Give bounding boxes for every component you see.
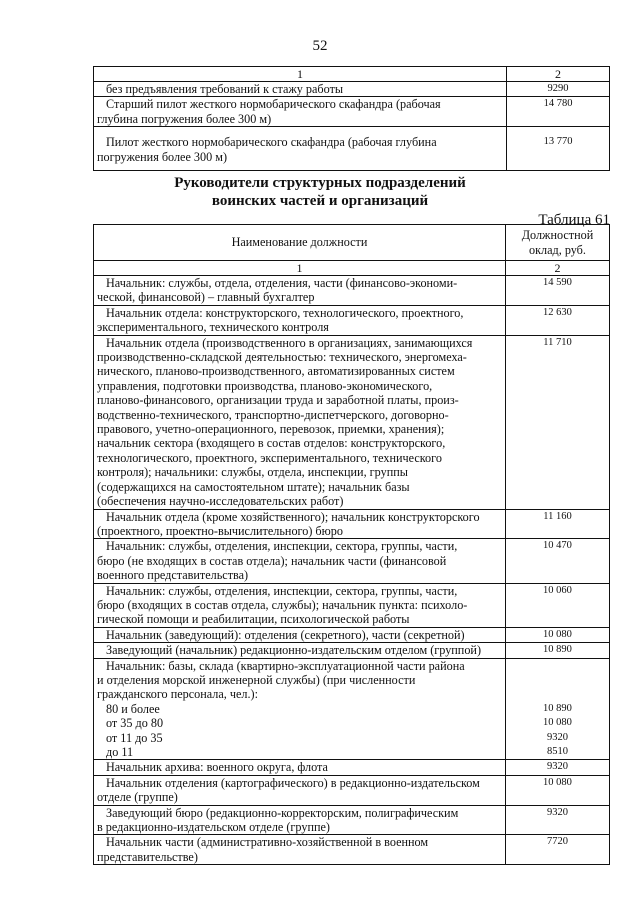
salary-value: 11 160 <box>543 510 572 522</box>
text-line: гической помощи и реабилитации, психологической работы <box>97 612 410 627</box>
table-cell-salary <box>505 276 609 306</box>
table-cell-salary <box>505 658 609 760</box>
text-line: Начальник (заведующий): отделения (секретного), части (секретной) <box>106 627 465 642</box>
text-line: водственно-технического, транспортно-диспетчерского, договорно- <box>97 407 449 422</box>
salary-value: 11 710 <box>543 336 572 348</box>
table-cell-position <box>94 509 506 539</box>
text-line: до 11 <box>106 745 134 759</box>
text-line: Заведующий (начальник) редакционно-издательским отделом (группой) <box>106 643 482 658</box>
text-line: управления, подготовки производства, планово-экономического, <box>97 378 433 393</box>
text-line: Начальник: службы, отделения, инспекции, сектора, группы, части, <box>106 539 458 554</box>
table-cell-position <box>94 127 507 171</box>
table-cell-salary <box>505 583 609 627</box>
salary-value: 7720 <box>546 836 568 848</box>
salary-value: 9320 <box>546 761 568 773</box>
table-row <box>94 760 610 775</box>
text-line: нического, планово-производственного, автоматизированных систем <box>97 364 455 379</box>
salary-value: 12 630 <box>543 306 572 318</box>
table-cell-position <box>94 82 507 97</box>
salary-table <box>93 224 610 865</box>
text-line: представительстве) <box>97 849 198 864</box>
salary-value: 8510 <box>546 746 568 757</box>
text-line: (содержащихся на самостоятельном штате); начальник базы <box>97 479 410 494</box>
table-row <box>94 627 610 642</box>
text-line: контроля); начальники: службы, отдела, инспекции, группы <box>97 465 408 480</box>
column-header-position: Наименование должности <box>94 225 506 261</box>
text-line: экспериментального, технического контроля <box>97 320 329 335</box>
salary-value: 10 890 <box>543 644 572 656</box>
salary-value: 10 080 <box>543 628 572 640</box>
table-cell-position <box>94 305 506 335</box>
continued-table <box>93 66 610 171</box>
table-cell-salary <box>505 627 609 642</box>
text-line: от 11 до 35 <box>106 730 163 745</box>
table-cell-salary <box>505 643 609 658</box>
table-cell-position <box>94 276 506 306</box>
text-line: и отделения морской инженерной службы) (при численности <box>97 672 416 687</box>
table-cell-salary <box>505 760 609 775</box>
table-cell-position <box>94 805 506 835</box>
table-cell-salary: 13 770 <box>507 127 610 171</box>
table-cell-position <box>94 539 506 583</box>
text-line: без предъявления требований к стажу работы <box>106 82 344 96</box>
table-cell-position <box>94 583 506 627</box>
text-line: Заведующий бюро (редакционно-корректорским, полиграфическим <box>106 805 459 820</box>
salary-value <box>506 687 609 701</box>
text-line: (проектного, проектно-вычислительного) бюро <box>97 523 343 538</box>
salary-value: 10 080 <box>543 717 572 729</box>
table-label: Таблица 61 <box>538 212 610 228</box>
table-row <box>94 643 610 658</box>
table-row <box>94 335 610 509</box>
salary-value: 10 080 <box>543 776 572 788</box>
table-body <box>94 276 610 865</box>
text-line: гражданского персонала, чел.): <box>97 687 258 702</box>
text-line: отделе (группе) <box>97 790 178 805</box>
table-cell-salary <box>505 305 609 335</box>
text-line: Начальник отдела: конструкторского, технологического, проектного, <box>106 305 464 320</box>
table-cell-position <box>94 775 506 805</box>
text-line: Начальник: базы, склада (квартирно-эксплуатационной части района <box>106 658 465 673</box>
table-cell-salary <box>505 775 609 805</box>
text-line: технологического, проектного, экспериментального, технического <box>97 450 442 465</box>
text-line: военного представительства) <box>97 568 249 583</box>
column-header-salary: Должностной оклад, руб. <box>505 225 609 261</box>
table-row <box>94 775 610 805</box>
text-line: погружения более 300 м) <box>97 149 228 164</box>
salary-value: 9320 <box>546 731 568 743</box>
table-row <box>94 305 610 335</box>
salary-value <box>506 673 609 687</box>
text-line: Начальник архива: военного округа, флота <box>106 760 328 775</box>
table-header-cell: 1 <box>94 67 507 82</box>
text-line: глубина погружения более 300 м) <box>97 111 272 126</box>
table-cell-salary <box>505 805 609 835</box>
table-row <box>94 805 610 835</box>
text-line: бюро (входящих в состав отдела, службы); начальник пункта: психоло- <box>97 597 468 612</box>
text-line: Пилот жесткого нормобарического скафандра (рабочая глубина <box>106 135 437 150</box>
table-cell-salary <box>505 539 609 583</box>
table-cell-position <box>94 658 506 760</box>
table-cell-salary <box>505 335 609 509</box>
text-line: от 35 до 80 <box>106 716 164 731</box>
table-cell-salary: 9290 <box>507 82 610 97</box>
salary-value: 14 590 <box>543 277 572 288</box>
page-number: 52 <box>312 38 328 54</box>
text-line: планово-финансового, организации труда и заработной платы, произ- <box>97 393 459 408</box>
table-cell-salary <box>505 835 609 865</box>
text-line: Начальник части (административно-хозяйственной в военном <box>106 835 429 850</box>
salary-value: 9320 <box>546 806 568 818</box>
section-heading: Руководители структурных подразделений воинских частей и организаций <box>174 175 466 209</box>
text-line: начальник сектора (входящего в состав отделов: конструкторского, <box>97 436 446 451</box>
text-line: производственно-складской деятельностью: технического, энергомеха- <box>97 350 467 365</box>
salary-value: 10 060 <box>543 584 572 596</box>
table-cell-position <box>94 835 506 865</box>
text-line: Начальник отдела (кроме хозяйственного); начальник конструкторского <box>106 509 480 524</box>
text-line: ческой, финансовой) – главный бухгалтер <box>97 290 315 305</box>
text-line: бюро (не входящих в состав отдела); начальник части (финансовой <box>97 553 447 568</box>
text-line: в редакционно-издательском отделе (группе) <box>97 820 330 835</box>
text-line: (обеспечения научно-исследовательских работ) <box>97 494 344 509</box>
column-number: 1 <box>94 261 506 276</box>
salary-value: 10 890 <box>543 702 572 714</box>
table-row <box>94 276 610 306</box>
text-line: Начальник: службы, отдела, отделения, части (финансово-экономи- <box>106 276 458 290</box>
text-line: Старший пилот жесткого нормобарического скафандра (рабочая <box>106 97 441 112</box>
table-row <box>94 539 610 583</box>
table-cell-position <box>94 760 506 775</box>
table-cell-position <box>94 335 506 509</box>
text-line: Начальник: службы, отделения, инспекции, сектора, группы, части, <box>106 583 458 598</box>
table-header-cell: 2 <box>507 67 610 82</box>
salary-value <box>506 659 609 673</box>
column-number: 2 <box>505 261 609 276</box>
table-row <box>94 583 610 627</box>
table-cell-position <box>94 97 507 127</box>
salary-value: 10 470 <box>543 540 572 552</box>
table-cell-salary <box>505 509 609 539</box>
table-row <box>94 658 610 760</box>
text-line: Начальник отдела (производственного в организациях, занимающихся <box>106 335 473 350</box>
text-line: 80 и более <box>106 701 160 716</box>
table-cell-salary: 14 780 <box>507 97 610 127</box>
table-row <box>94 509 610 539</box>
table-cell-position <box>94 643 506 658</box>
text-line: Начальник отделения (картографического) в редакционно-издательском <box>106 775 480 790</box>
table-cell-position <box>94 627 506 642</box>
table-row <box>94 835 610 865</box>
text-line: правового, учетно-операционного, перевозок, приемки, хранения); <box>97 422 445 437</box>
